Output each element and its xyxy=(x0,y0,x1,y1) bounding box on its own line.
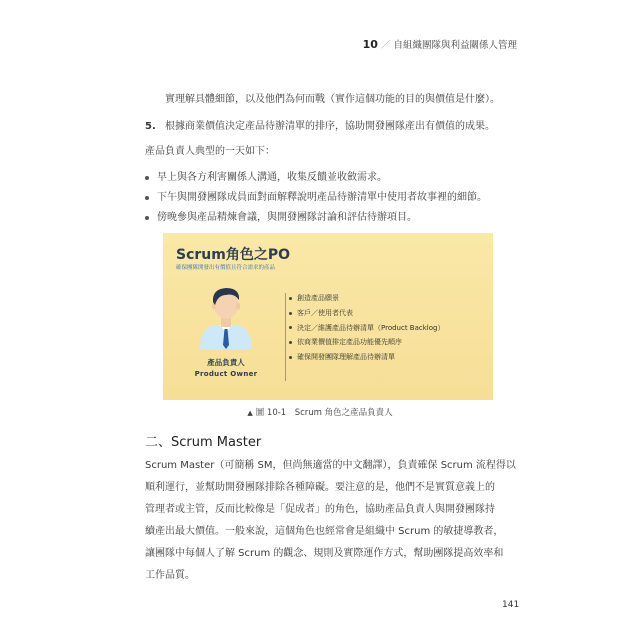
po-responsibilities-list xyxy=(287,291,444,365)
triangle-up-icon: ▲ xyxy=(247,409,253,417)
role-name-en: Product Owner xyxy=(194,370,258,378)
figure-divider xyxy=(285,293,286,381)
paragraph-line: Scrum Master（可簡稱 SM，但尚無適當的中文翻譯），負責確保 Scrum 流程得以 xyxy=(145,460,516,471)
bullet-icon xyxy=(145,176,149,180)
bullet-icon xyxy=(289,326,292,329)
figure-subtitle: 確保團隊開發出有價值且符合需求的產品 xyxy=(176,265,276,271)
numbered-item xyxy=(145,120,495,134)
running-header xyxy=(363,37,517,51)
intro-continuation: 實理解具體細節，以及他們為何而戰（實作這個功能的目的與價值是什麼）。 xyxy=(165,94,500,105)
bullet-icon xyxy=(289,356,292,359)
list-item: 創造產品願景 xyxy=(287,291,444,306)
paragraph-line: 續產出最大價值。一般來說，這個角色也經常會是組織中 Scrum 的敏捷導教者， xyxy=(145,526,504,537)
role-name-cn: 產品負責人 xyxy=(207,358,245,367)
paragraph-line: 讓團隊中每個人了解 Scrum 的觀念、規則及實際運作方式，幫助團隊提高效率和 xyxy=(145,548,504,559)
list-item: 早上與各方利害關係人溝通，收集反饋並收斂需求。 xyxy=(145,168,487,188)
scrum-master-paragraph xyxy=(145,455,515,587)
paragraph-line: 工作品質。 xyxy=(145,570,195,581)
section-heading: 二、Scrum Master xyxy=(145,435,262,450)
bullet-icon xyxy=(289,297,292,300)
bullet-icon xyxy=(145,216,149,220)
caption-text: 圖 10-1 Scrum 角色之產品負責人 xyxy=(255,408,393,418)
figure-title: Scrum角色之PO xyxy=(176,247,291,263)
item-number: 5. xyxy=(145,121,156,132)
figure-caption xyxy=(0,406,640,418)
bullet-icon xyxy=(289,312,292,315)
bullet-icon xyxy=(145,196,149,200)
list-item: 傍晚參與產品精煉會議，與開發團隊討論和評估待辦項目。 xyxy=(145,208,487,228)
chapter-number: 10 xyxy=(362,38,378,51)
bullet-icon xyxy=(289,341,292,344)
po-role-figure xyxy=(163,233,493,400)
chapter-title: 自組織團隊與利益關係人管理 xyxy=(393,40,517,51)
list-item: 決定／維護產品待辦清單（Product Backlog） xyxy=(287,321,444,336)
header-separator: ／ xyxy=(380,40,391,51)
paragraph-line: 管理者或主管，反而比較像是「促成者」的角色，協助產品負責人與開發團隊持 xyxy=(145,504,495,515)
list-item: 確保開發團隊理解產品待辦清單 xyxy=(287,350,444,365)
item-text: 根據商業價值決定產品待辦清單的排序，協助開發團隊產出有價值的成果。 xyxy=(164,121,495,132)
typical-day-list xyxy=(145,168,487,228)
paragraph-line: 順利運行，並幫助開發團隊排除各種障礙。要注意的是，他們不是實質意義上的 xyxy=(145,482,495,493)
product-owner-avatar-icon xyxy=(196,283,256,349)
typical-day-intro: 產品負責人典型的一天如下： xyxy=(145,146,275,157)
list-item: 依商業價值排定產品功能優先順序 xyxy=(287,335,444,350)
list-item: 下午與開發團隊成員面對面解釋說明產品待辦清單中使用者故事裡的細節。 xyxy=(145,188,487,208)
list-item: 客戶／使用者代表 xyxy=(287,306,444,321)
page-number: 141 xyxy=(502,600,520,610)
